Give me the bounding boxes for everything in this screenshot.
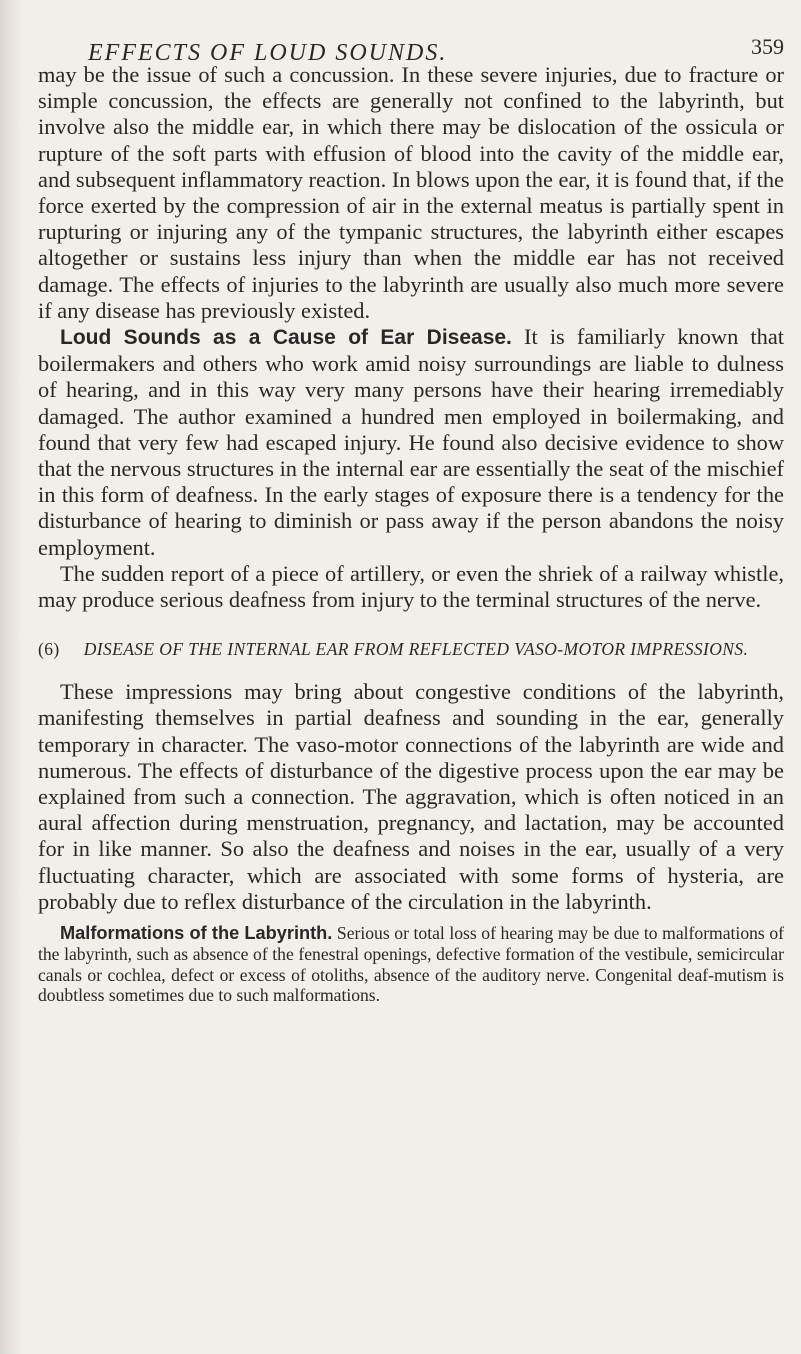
paragraph-artillery: The sudden report of a piece of artillery, or even the shriek of a railway whistle, may produce serious deafness from injury to the terminal structures of the nerve. bbox=[38, 560, 784, 613]
run-in-heading-malformations: Malformations of the Labyrinth. bbox=[60, 923, 333, 944]
paragraph-vaso-motor: These impressions may bring about congestive conditions of the labyrinth, manifesting themselves in partial deafness and sounding in the ear, generally temporary in character. The vaso-motor connections of the labyrinth are wide and numerous. The effects of disturbance of the digestive process upon the ear may be explained from such a connection. The aggravation, which is often noticed in an aural affection during menstruation, pregnancy, and lactation, may be accounted for in like manner. So also the deafness and noises in the ear, usually of a very fluctuating character, which are associated with some forms of hysteria, are probably due to reflex disturbance of the circulation in the labyrinth. bbox=[38, 679, 784, 914]
page-binding-shadow bbox=[0, 0, 22, 1354]
spacer bbox=[38, 659, 784, 679]
running-title: EFFECTS OF LOUD SOUNDS. bbox=[88, 40, 448, 66]
page-header bbox=[38, 14, 784, 66]
book-page bbox=[38, 14, 784, 1006]
run-in-heading-loud-sounds: Loud Sounds as a Cause of Ear Disease. bbox=[60, 326, 512, 350]
paragraph-malformations bbox=[38, 923, 784, 1006]
page-number: 359 bbox=[751, 34, 784, 59]
paragraph-concussion: may be the issue of such a concussion. In these severe injuries, due to fracture or simple concussion, the effects are generally not confined to the labyrinth, but involve also the middle ear, in which there may be dislocation of the ossicula or rupture of the soft parts with effusion of blood into the cavity of the middle ear, and subsequent inflammatory reaction. In blows upon the ear, it is found that, if the force exerted by the compression of air in the external meatus is partially spent in rupturing or injuring any of the tympanic structures, the labyrinth either escapes altogether or sustains less injury than when the middle ear has not received damage. The effects of injuries to the labyrinth are usually also much more severe if any disease has previously existed. bbox=[38, 62, 784, 323]
section-heading bbox=[38, 639, 784, 659]
paragraph-loud-sounds bbox=[38, 324, 784, 561]
paragraph-malformations-body: Serious or total loss of hearing may be due to malformations of the labyrinth, such as absence of the fenestral openings, defective formation of the vestibule, semicircular canals or cochlea, defect or excess of otoliths, absence of the auditory nerve. Congenital deaf-mutism is doubtless sometimes due to such malformations. bbox=[38, 923, 784, 1006]
section-title: DISEASE OF THE INTERNAL EAR FROM REFLECTED VASO-MOTOR IMPRESSIONS. bbox=[83, 639, 749, 660]
paragraph-loud-sounds-body: It is familiarly known that boilermakers and others who work amid noisy surroundings are liable to dulness of hearing, and in this way very many persons have their hearing irremediably damaged. The author examined a hundred men employed in boilermaking, and found that very few had escaped injury. He found also decisive evidence to show that the nervous structures in the internal ear are essentially the seat of the mischief in this form of deafness. In the early stages of exposure there is a tendency for the disturbance of hearing to diminish or pass away if the person abandons the noisy employment. bbox=[38, 324, 784, 560]
section-heading-block bbox=[38, 639, 784, 659]
section-number: (6) bbox=[38, 639, 60, 660]
